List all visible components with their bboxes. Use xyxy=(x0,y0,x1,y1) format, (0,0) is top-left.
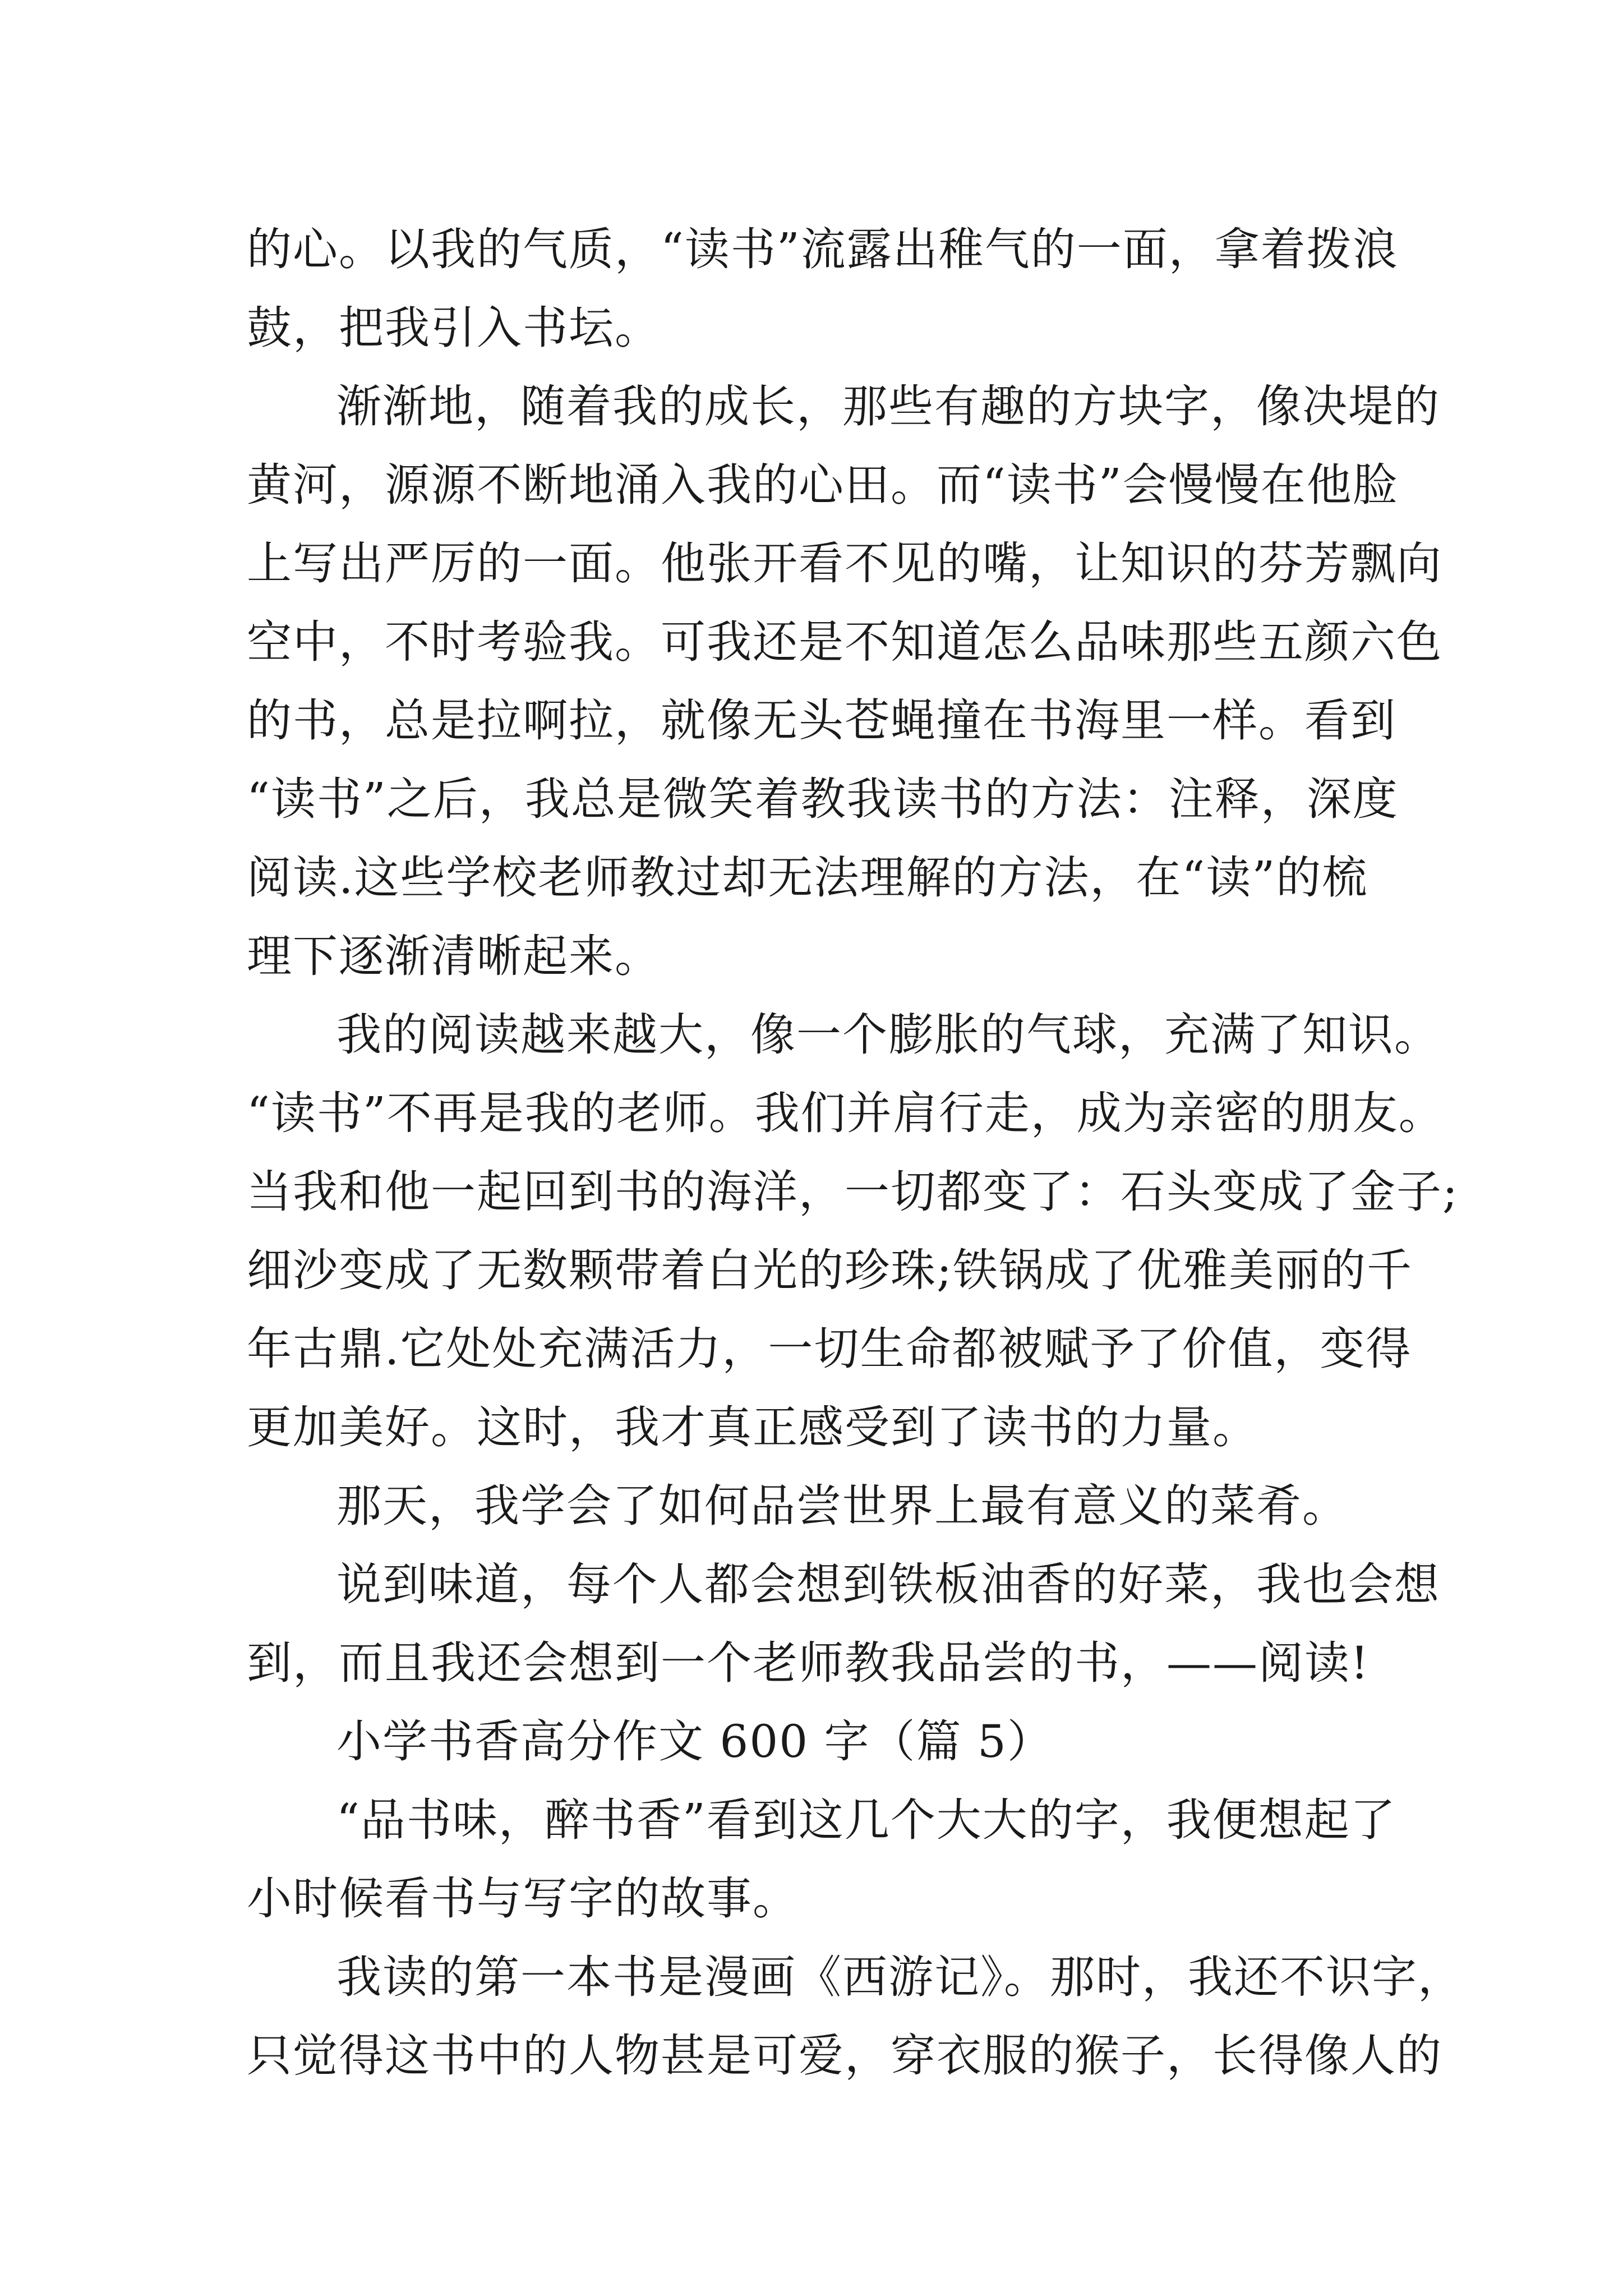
text-line: 小时候看书与写字的故事。 xyxy=(247,1872,799,1925)
paragraph-start-line: 我读的第一本书是漫画《西游记》。那时，我还不识字， xyxy=(336,1951,1464,2003)
text-line: 只觉得这书中的人物甚是可爱，穿衣服的猴子，长得像人的 xyxy=(247,2030,1442,2082)
text-line: 鼓，把我引入书坛。 xyxy=(247,302,661,354)
text-line: 的书，总是拉啊拉，就像无头苍蝇撞在书海里一样。看到 xyxy=(247,694,1396,747)
text-line: 的心。以我的气质，“读书”流露出稚气的一面，拿着拨浪 xyxy=(247,223,1399,275)
text-line: 理下逐渐清晰起来。 xyxy=(247,930,661,982)
section-heading: 小学书香高分作文 600 字（篇 5） xyxy=(336,1715,1053,1768)
paragraph-start-line: 渐渐地，随着我的成长，那些有趣的方块字，像决堤的 xyxy=(336,380,1440,432)
paragraph-start-line: 我的阅读越来越大，像一个膨胀的气球，充满了知识。 xyxy=(336,1009,1440,1061)
text-line: 空中，不时考验我。可我还是不知道怎么品味那些五颜六色 xyxy=(247,616,1442,668)
text-line: 到，而且我还会想到一个老师教我品尝的书，——阅读! xyxy=(247,1637,1370,1689)
text-line: 更加美好。这时，我才真正感受到了读书的力量。 xyxy=(247,1401,1258,1453)
document-body xyxy=(247,210,1464,2095)
text-line: 阅读.这些学校老师教过却无法理解的方法，在“读”的梳 xyxy=(247,852,1368,904)
text-line: “读书”不再是我的老师。我们并肩行走，成为亲密的朋友。 xyxy=(247,1087,1445,1139)
text-line: 当我和他一起回到书的海洋，一切都变了：石头变成了金子; xyxy=(247,1166,1459,1218)
paragraph-start-line: 说到味道，每个人都会想到铁板油香的好菜，我也会想 xyxy=(336,1558,1440,1611)
paragraph-start-line: “品书味，醉书香”看到这几个大大的字，我便想起了 xyxy=(336,1794,1396,1846)
text-line: “读书”之后，我总是微笑着教我读书的方法：注释，深度 xyxy=(247,773,1399,825)
paragraph-start-line: 那天，我学会了如何品尝世界上最有意义的菜肴。 xyxy=(336,1480,1348,1532)
text-line: 细沙变成了无数颗带着白光的珍珠;铁锅成了优雅美丽的千 xyxy=(247,1244,1413,1296)
text-line: 上写出严厉的一面。他张开看不见的嘴，让知识的芬芳飘向 xyxy=(247,537,1442,590)
text-line: 年古鼎.它处处充满活力，一切生命都被赋予了价值，变得 xyxy=(247,1323,1412,1375)
text-line: 黄河，源源不断地涌入我的心田。而“读书”会慢慢在他脸 xyxy=(247,459,1399,511)
